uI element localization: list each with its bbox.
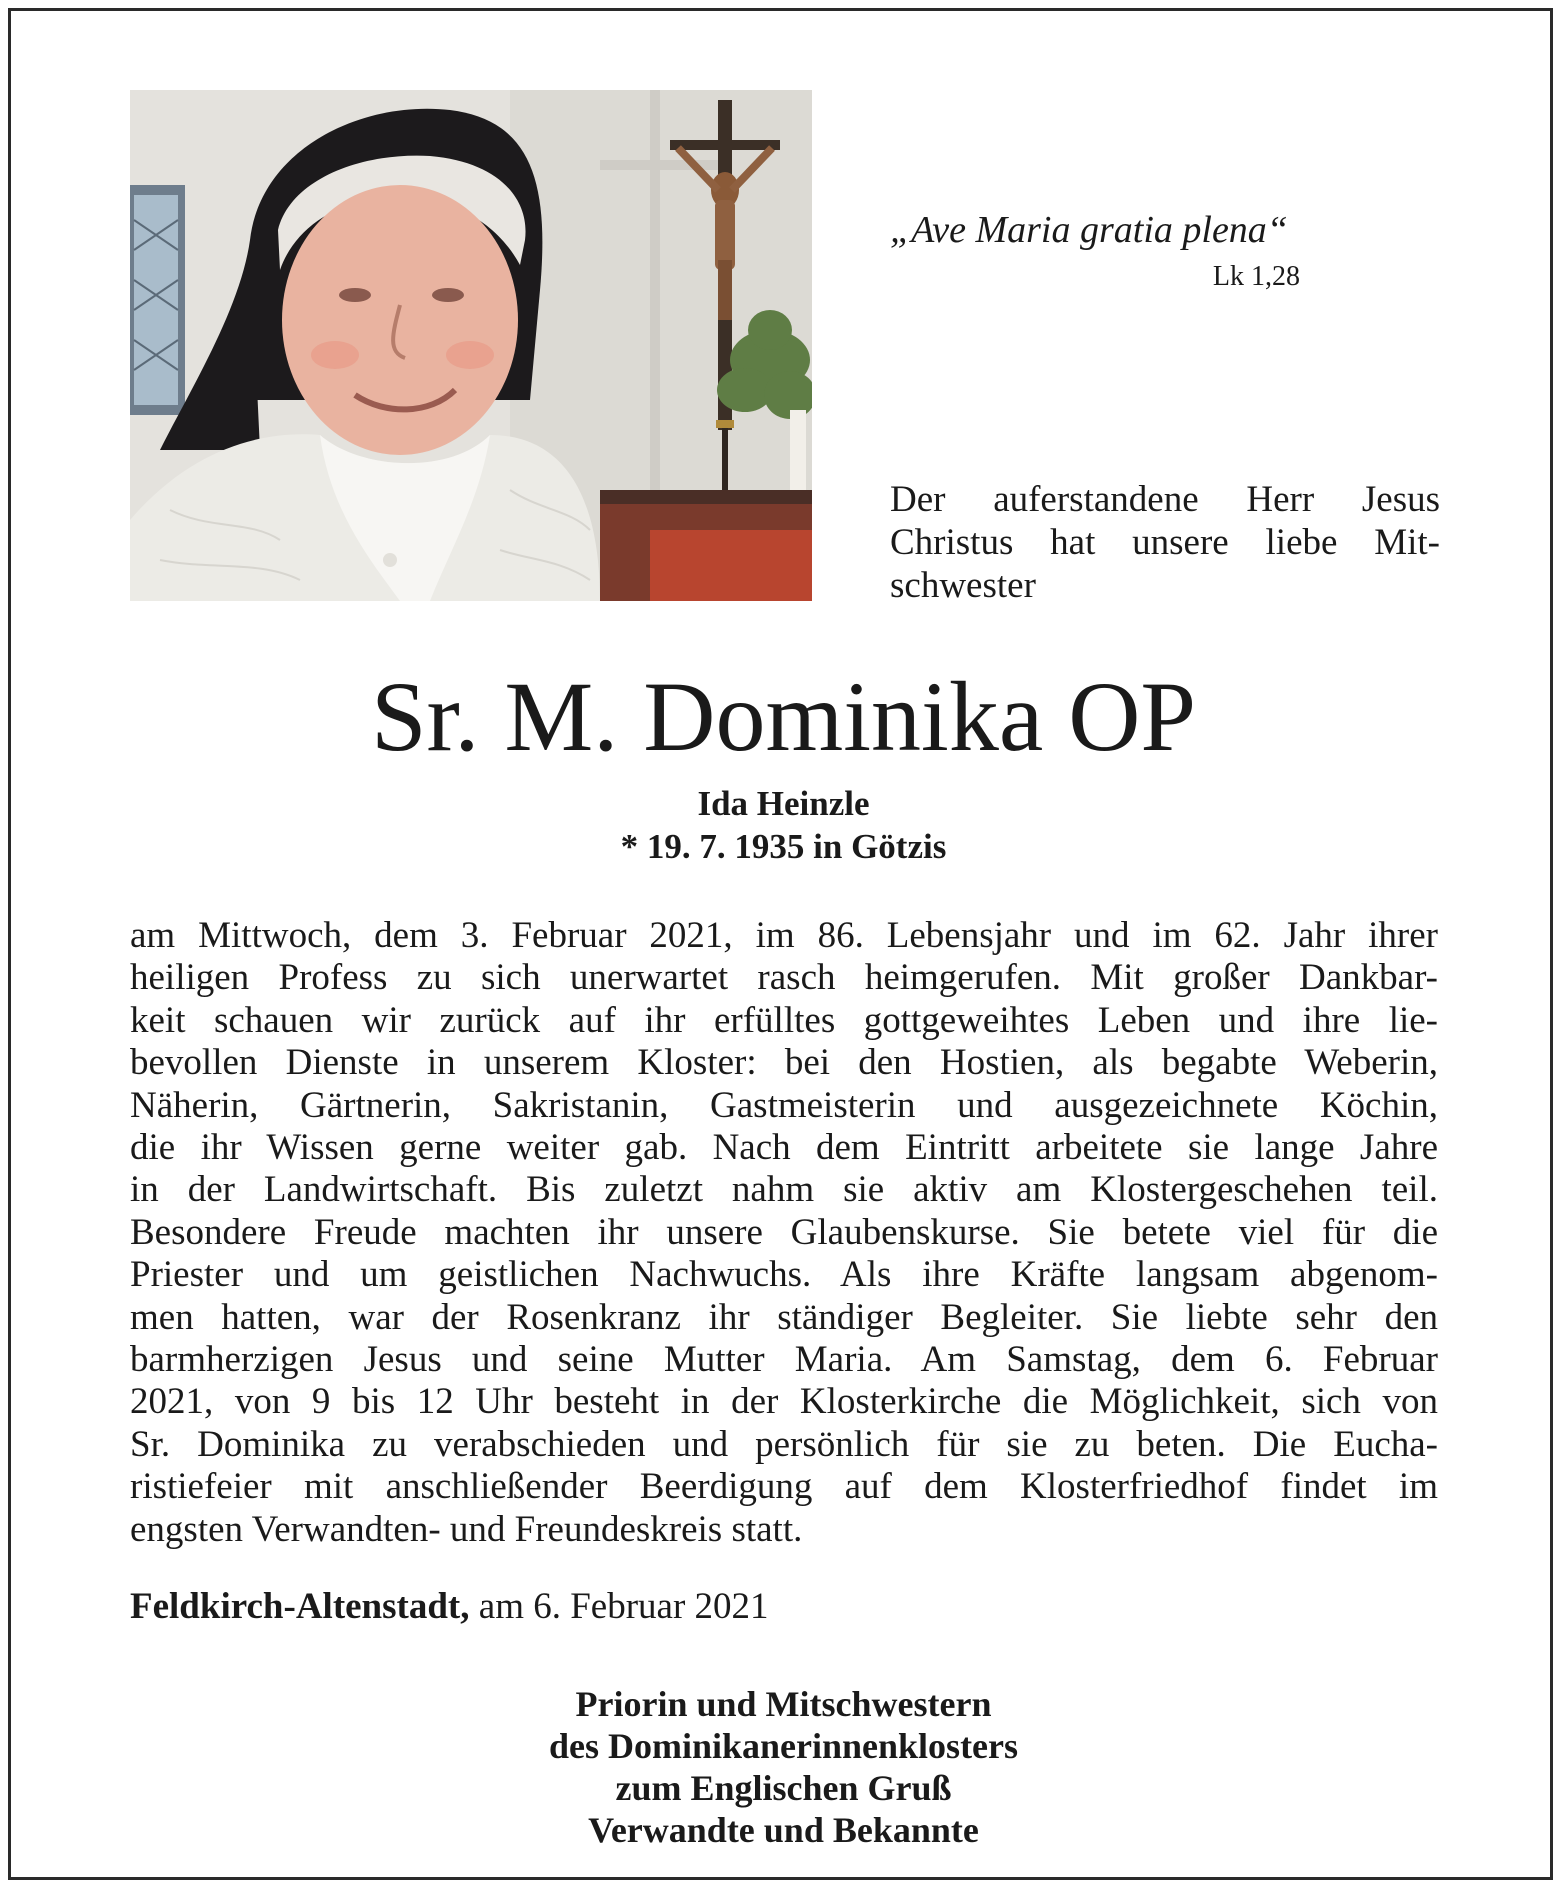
body-line: keit schauen wir zurück auf ihr erfülltes gottgeweihtes Leben und ihre lie- — [130, 999, 1438, 1041]
birth-name: Ida Heinzle — [697, 784, 870, 823]
body-line: Sr. Dominika zu verabschieden und persönlich für sie zu beten. Die Eucha- — [130, 1423, 1438, 1465]
signature-line: Verwandte und Bekannte — [588, 1810, 979, 1850]
intro-line: Der auferstandene Herr Jesus — [890, 479, 1440, 520]
signature-line: zum Englischen Gruß — [615, 1768, 952, 1808]
quote-text: „Ave Maria gratia plena“ — [890, 209, 1288, 251]
body-line: men hatten, war der Rosenkranz ihr ständiger Begleiter. Sie liebte sehr den — [130, 1296, 1438, 1338]
deceased-name: Sr. M. Dominika OP — [370, 661, 1197, 772]
place: Feldkirch-Altenstadt, — [130, 1586, 470, 1627]
intro-text — [890, 478, 1440, 607]
bible-quote — [890, 205, 1310, 293]
signature-line: Priorin und Mitschwestern — [575, 1684, 992, 1724]
intro-line: Christus hat unsere liebe Mit- — [890, 522, 1440, 563]
body-line: Näherin, Gärtnerin, Sakristanin, Gastmeisterin und ausgezeichnete Köchin, — [130, 1084, 1438, 1126]
body-line: Besondere Freude machten ihr unsere Glaubenskurse. Sie betete viel für die — [130, 1211, 1438, 1253]
body-line: ristiefeier mit anschließender Beerdigung auf dem Klosterfriedhof findet im — [130, 1466, 1438, 1508]
body-line: barmherzigen Jesus und seine Mutter Maria. Am Samstag, dem 6. Februar — [130, 1339, 1438, 1381]
signature-line: des Dominikanerinnenklosters — [548, 1726, 1019, 1766]
body-line: 2021, von 9 bis 12 Uhr besteht in der Klosterkirche die Möglichkeit, sich von — [130, 1381, 1438, 1423]
body-line: am Mittwoch, dem 3. Februar 2021, im 86. Lebensjahr und im 62. Jahr ihrer — [130, 915, 1438, 956]
body-line: engsten Verwandten- und Freundeskreis statt. — [130, 1508, 803, 1550]
body-line: heiligen Profess zu sich unerwartet rasch heimgerufen. Mit großer Dankbar- — [130, 957, 1438, 999]
place-date — [130, 1585, 769, 1629]
body-line: Priester und um geistlichen Nachwuchs. Als ihre Kräfte langsam abgenom- — [130, 1254, 1438, 1296]
quote-reference: Lk 1,28 — [1212, 261, 1300, 292]
signature-block — [0, 1683, 1567, 1851]
body-line: bevollen Dienste in unserem Kloster: bei den Hostien, als begabte Weberin, — [130, 1042, 1438, 1084]
portrait-photo — [130, 90, 812, 601]
date: am 6. Februar 2021 — [478, 1586, 769, 1627]
obituary-body — [130, 915, 1438, 1551]
body-line: in der Landwirtschaft. Bis zuletzt nahm sie aktiv am Klostergeschehen teil. — [130, 1169, 1438, 1211]
body-line: die ihr Wissen gerne weiter gab. Nach dem Eintritt arbeitete sie lange Jahre — [130, 1127, 1438, 1169]
intro-line: schwester — [890, 565, 1036, 606]
birth-date: * 19. 7. 1935 in Götzis — [620, 827, 947, 866]
